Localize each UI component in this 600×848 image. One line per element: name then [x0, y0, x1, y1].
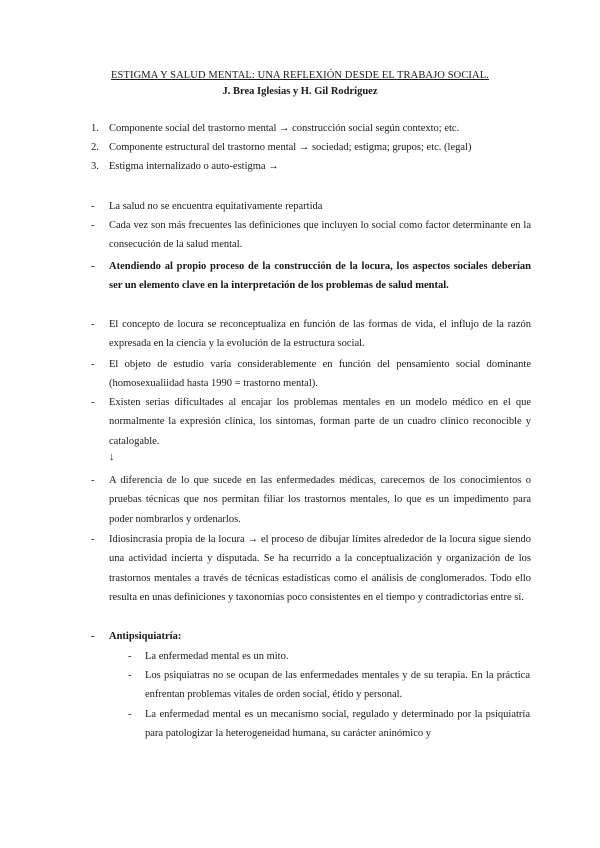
item-number: 2. [91, 142, 99, 153]
bullet-dash: - [91, 359, 95, 370]
sub-bullet-text: La enfermedad mental es un mecanismo social, regulado y determinado por la psiquiatría para patologizar la heterogeneidad humana, su carácter aninómico y [145, 709, 530, 740]
document-authors: J. Brea Iglesias y H. Gil Rodríguez [222, 86, 378, 97]
bullet-text: Antipsiquiatría: [109, 631, 182, 642]
item-text: Componente social del trastorno mental → construcción social según contexto; etc. [109, 123, 460, 134]
sub-bullet-dash: - [128, 670, 132, 681]
bullet-text: Idiosincrasia propia de la locura → el proceso de dibujar límites alrededor de la locura sigue siendo una actividad incierta y disputada. Se ha recurrido a la conceptualización y organización de los trastornos mentales a través de técnicas estadísticas como el análisis de conglomerados. Todo ello resulta en unas definiciones y taxonomías poco consistentes en el tiempo y contradictorias entre sí. [109, 534, 531, 603]
sub-bullet-dash: - [128, 709, 132, 720]
bullet-text: El concepto de locura se reconceptualiza en función de las formas de vida, el influjo de la razón expresada en la ciencia y la evolución de la estructura social. [109, 319, 531, 350]
sub-bullet-text: La enfermedad mental es un mito. [145, 651, 289, 662]
bullet-dash: - [91, 631, 95, 642]
bullet-dash: - [91, 201, 95, 212]
item-number: 1. [91, 123, 99, 134]
bullet-text: La salud no se encuentra equitativamente repartida [109, 201, 323, 212]
bullet-dash: - [91, 261, 95, 272]
bullet-dash: - [91, 319, 95, 330]
bullet-dash: - [91, 475, 95, 486]
document-title: ESTIGMA Y SALUD MENTAL: UNA REFLEXIÓN DESDE EL TRABAJO SOCIAL. [111, 70, 489, 81]
bullet-dash: - [91, 397, 95, 408]
bullet-text: El objeto de estudio varía considerablemente en función del pensamiento social dominante (homosexualiidad hasta 1990 = trastorno mental). [109, 359, 531, 390]
sub-bullet-text: Los psiquiatras no se ocupan de las enfermedades mentales y de su terapia. En la práctica enfrentan problemas vitales de orden social, étido y personal. [145, 670, 530, 701]
sub-bullet-dash: - [128, 651, 132, 662]
item-text: Componente estructural del trastorno mental → sociedad; estigma; grupos; etc. (legal) [109, 142, 472, 153]
item-number: 3. [91, 161, 99, 172]
bullet-text: A diferencia de lo que sucede en las enfermedades médicas, carecemos de los conocimientos o pruebas técnicas que nos permitan filiar los trastornos mentales, lo que es un impedimento para poder nombrarlos y ordenarlos. [109, 475, 531, 525]
bullet-dash: - [91, 534, 95, 545]
down-arrow-icon: ↓ [109, 451, 115, 463]
item-text: Estigma internalizado o auto-estigma → [109, 161, 279, 172]
bullet-text: Atendiendo al propio proceso de la construcción de la locura, los aspectos sociales deberían ser un elemento clave en la interpretación de los problemas de salud mental. [109, 261, 531, 292]
bullet-text: Cada vez son más frecuentes las definiciones que incluyen lo social como factor determinante en la consecución de la salud mental. [109, 220, 531, 251]
bullet-dash: - [91, 220, 95, 231]
bullet-text: Existen serias dificultades al encajar los problemas mentales en un modelo médico en el que normalmente la expresión clínica, los síntomas, forman parte de un cuadro clínico reconocible y catalogable. [109, 397, 531, 447]
